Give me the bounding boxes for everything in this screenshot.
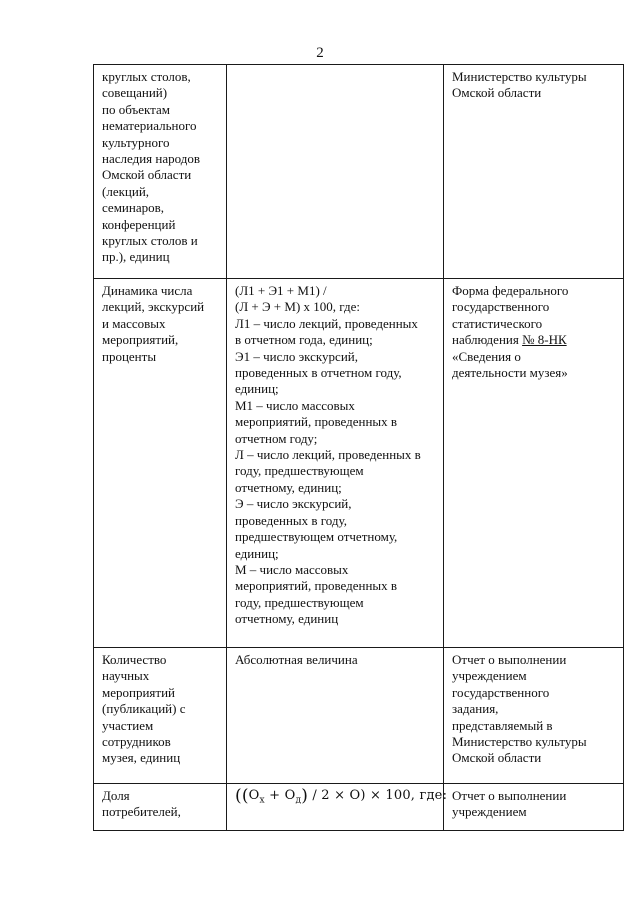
formula-subscript: д [295,795,302,806]
formula-term: О [248,788,260,803]
indicator-name-cell [94,648,227,784]
cell-text-line: государственного [452,299,550,315]
formula-close-paren: ) [301,786,309,806]
cell-text-line: (Л1 + Э1 + М1) / [235,283,327,298]
form-number-link[interactable]: № 8-НК [522,332,567,348]
cell-text-line: (лекций, [102,183,150,199]
cell-text-line: Доля [102,788,130,803]
calculation-cell [227,784,448,831]
cell-text-line: М1 – число массовых [235,397,355,413]
cell-text-line: Отчет о выполнении [452,788,567,803]
cell-text-line: (Л + Э + М) х 100, где: [235,299,360,315]
cell-text-line: сотрудников [102,734,171,750]
cell-text-line: учреждением [452,804,527,820]
cell-text-line: отчетном году; [235,430,318,446]
cell-text-line: проведенных в отчетном году, [235,365,402,381]
cell-text-line: наследия народов [102,151,200,167]
table-row [94,279,624,648]
cell-text-line: круглых столов и [102,233,198,249]
cell-text-line: Министерство культуры [452,69,587,84]
cell-text-line: Форма федерального [452,283,569,298]
indicator-name-cell [94,279,227,648]
cell-text-line: нематериального [102,118,197,134]
cell-text-line: Л1 – число лекций, проведенных [235,315,418,331]
cell-text-line: единиц; [235,381,279,397]
cell-text-line: учреждением [452,668,527,684]
cell-text-line: представляемый в [452,717,553,733]
formula-subscript: х [259,795,265,806]
form-prefix-text: наблюдения [452,332,523,348]
cell-text-line: Омской области [452,750,542,766]
cell-text-line: мероприятий, проведенных в [235,578,398,594]
calculation-cell [227,648,444,784]
cell-text-line: музея, единиц [102,750,181,766]
cell-text-line: отчетному, единиц [235,611,339,627]
indicator-name-cell [94,784,227,831]
cell-text-line: мероприятий, проведенных в [235,414,398,430]
cell-text-line: Омской области [102,167,192,183]
formula-rest: / 2 × О) × 100, где: [308,788,448,803]
cell-text-line: Э1 – число экскурсий, [235,348,358,364]
formula-open-paren: (( [235,786,249,806]
cell-text-line: по объектам [102,101,170,117]
cell-text-line: Омской области [452,85,542,101]
indicator-name-cell [94,65,227,279]
table-row [94,65,624,279]
cell-text-line: круглых столов, [102,69,191,84]
cell-text-line: государственного [452,684,550,700]
formula-operator: + [264,788,285,803]
cell-text-line: научных [102,668,150,684]
cell-text-line: году, предшествующем [235,594,364,610]
cell-text-line: участием [102,717,154,733]
table-row [94,648,624,784]
table-row [94,784,624,831]
cell-text-line: М – число массовых [235,561,349,577]
cell-text-line: в отчетном года, единиц; [235,332,373,348]
cell-text-line: совещаний) [102,85,168,101]
cell-text-line: конференций [102,216,176,232]
cell-text-line: мероприятий, [102,332,179,348]
cell-text-line: Количество [102,652,167,667]
cell-text-line: деятельности музея» [452,365,568,381]
source-cell [444,65,624,279]
cell-text-line: отчетному, единиц; [235,479,342,495]
cell-text-line: статистического [452,315,543,331]
cell-text-line: проценты [102,348,157,364]
cell-text-line: предшествующем отчетному, [235,529,398,545]
cell-text-line: Динамика числа [102,283,193,298]
cell-text-line: семинаров, [102,200,164,216]
cell-text-line: задания, [452,701,499,717]
cell-text-line: (публикаций) с [102,701,186,717]
cell-text-line: культурного [102,134,170,150]
cell-text-line [452,332,616,348]
source-cell [444,784,624,831]
cell-text-line: Отчет о выполнении [452,652,567,667]
cell-text-line: Министерство культуры [452,734,587,750]
formula-term: О [284,788,296,803]
page-number: 2 [316,45,324,61]
cell-text-line: пр.), единиц [102,249,170,265]
cell-text-line: Э – число экскурсий, [235,496,352,512]
cell-text-line: Л – число лекций, проведенных в [235,447,421,463]
cell-text-line: потребителей, [102,804,181,820]
cell-text-line: году, предшествующем [235,463,364,479]
source-cell [444,648,624,784]
cell-text-line: единиц; [235,545,279,561]
cell-text-line: проведенных в году, [235,512,347,528]
share-formula [235,786,448,809]
indicator-table [93,64,624,831]
cell-text-line: «Сведения о [452,348,521,364]
cell-text-line: и массовых [102,315,166,331]
calculation-cell [227,65,444,279]
calculation-cell [227,279,444,648]
source-cell [444,279,624,648]
cell-text-line: мероприятий [102,684,175,700]
cell-text-line: лекций, экскурсий [102,299,205,315]
cell-text-line: Абсолютная величина [235,652,358,667]
